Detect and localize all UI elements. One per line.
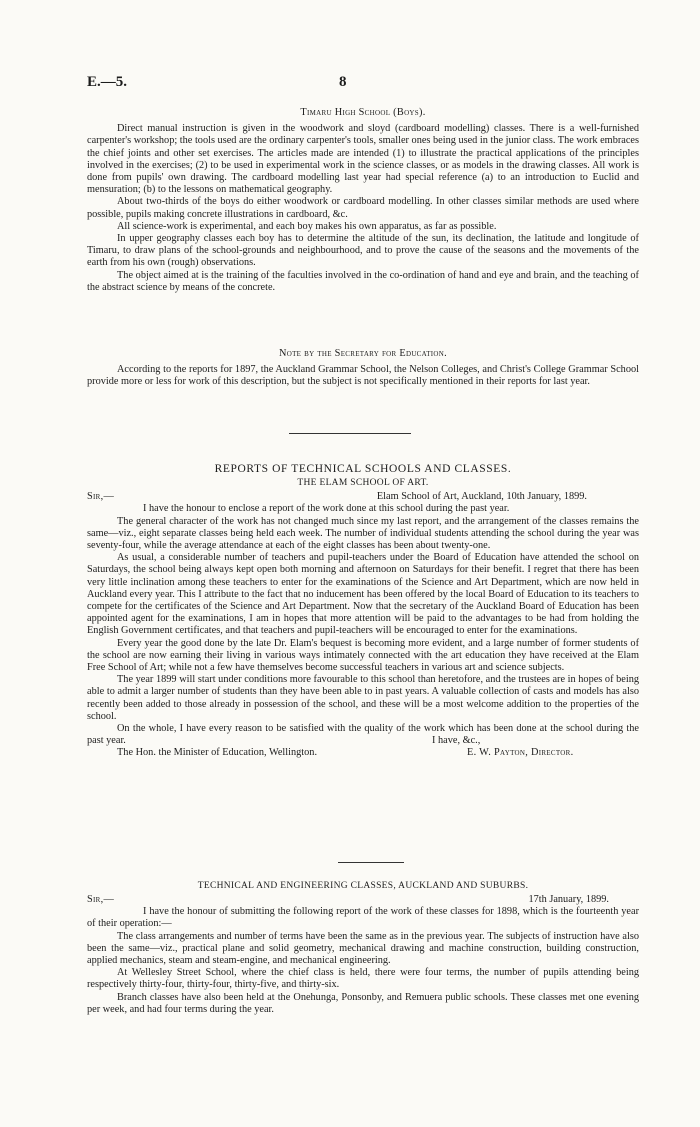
paragraph: On the whole, I have every reason to be satisfied with the quality of the work which has been done at the school during the past year. — [87, 723, 639, 747]
elam-salutation-line — [87, 491, 639, 503]
timaru-section — [87, 107, 639, 294]
paragraph: I have the honour of submitting the following report of the work of these classes for 1898, which is the fourteenth year of their operation:— — [87, 906, 639, 930]
page-number: 8 — [339, 74, 347, 90]
auckland-section — [87, 880, 639, 1016]
paragraph: As usual, a considerable number of teachers and pupil-teachers under the Board of Education have attended the school on Saturdays, the school being always kept open both morning and afternoon on Saturdays for their benefit. I regret that there has been very little inclination among these teachers to enter for the examinations of the Science and Art Department, which are now held in Auckland every year. This I attribute to the fact that no inducement has been offered by the local Board of Education to its teachers to compete for the certificates of the Science and Art Department. Now that the secretary of the Auckland Board of Education has been appointed agent for the examinations, I am in hopes that more attention will be paid to the advantages to be had from holding the English Government certificates, and that teachers and pupil-teachers will be encouraged to enter for the examinations. — [87, 552, 639, 637]
date: 17th January, 1899. — [528, 894, 609, 906]
paragraph: About two-thirds of the boys do either woodwork or cardboard modelling. In other classes similar methods are used where possible, pupils making concrete illustrations in cardboard, &c. — [87, 196, 639, 220]
elam-title: THE ELAM SCHOOL OF ART. — [297, 478, 429, 489]
note-title: Note by the Secretary for Education. — [278, 348, 448, 359]
reports-section — [87, 463, 639, 759]
divider — [338, 862, 404, 863]
section-title: Timaru High School (Boys). — [300, 107, 426, 118]
auckland-title: TECHNICAL AND ENGINEERING CLASSES, AUCKLAND AND SUBURBS. — [197, 881, 529, 891]
secretary-note — [87, 348, 639, 389]
paragraph: The general character of the work has not changed much since my last report, and the arrangement of the classes remains the same—viz., eight separate classes being held each week. The number of individual students attending the school during the year was seventy-four, while the average attendance at each of the eight classes has been about twenty-one. — [87, 515, 639, 552]
elam-closing-line — [87, 735, 639, 747]
salutation: Sir,— — [87, 894, 115, 906]
place-date: Elam School of Art, Auckland, 10th January, 1899. — [376, 491, 587, 503]
document-code: E.—5. — [87, 74, 128, 90]
reports-title: REPORTS OF TECHNICAL SCHOOLS AND CLASSES. — [214, 463, 512, 475]
salutation: Sir,— — [87, 491, 115, 503]
paragraph: Direct manual instruction is given in the woodwork and sloyd (cardboard modelling) classes. There is a well-furnished carpenter's workshop; the tools used are the ordinary carpenter's tools, smaller ones being used in the junior class. The work embraces the chief joints and other set exercises. The articles made are intended (1) to illustrate the practical applications of the principles involved in the exercises; (2) to be used in experimental work in the science classes, or as models in the drawing classes. All work is done from pupils' own drawing. The cardboard modelling last year had special reference (a) to an introduction to Euclid and mensuration; (b) to the lessons on mathematical geography. — [87, 123, 639, 196]
paragraph: All science-work is experimental, and each boy makes his own apparatus, as far as possible. — [117, 220, 497, 232]
paragraph: At Wellesley Street School, where the chief class is held, there were four terms, the number of pupils attending being respectively thirty-four, thirty-four, thirty-five, and thirty-six. — [87, 967, 639, 991]
paragraph: Branch classes have also been held at the Onehunga, Ponsonby, and Remuera public schools. These classes met one evening per week, and had four terms during the year. — [87, 991, 639, 1015]
divider — [289, 433, 411, 434]
paragraph: According to the reports for 1897, the Auckland Grammar School, the Nelson Colleges, and Christ's College Grammar School provide more or less for work of this description, but the subject is not specifically mentioned in their reports for last year. — [87, 364, 639, 388]
closing: I have, &c., — [432, 735, 481, 747]
paragraph: I have the honour to enclose a report of the work done at this school during the past year. — [143, 503, 510, 515]
signature: E. W. Payton, Director. — [467, 747, 574, 759]
addressee: The Hon. the Minister of Education, Wellington. — [117, 747, 318, 759]
paragraph: The year 1899 will start under conditions more favourable to this school than heretofore, and the trustees are in hopes of being able to admit a larger number of students than they have been able to in past years. A valuable collection of casts and models has also recently been added to those already in possession of the school, and these will be a most welcome addition to the properties of the school. — [87, 674, 639, 722]
page-header — [87, 76, 627, 96]
elam-signoff-line — [87, 747, 639, 759]
auckland-salutation-line — [87, 894, 639, 906]
paragraph: Every year the good done by the late Dr. Elam's bequest is becoming more evident, and a large number of former students of the school are now earning their living in various ways intimately connected with the art education they have received at the Elam Free School of Art; while not a few have themselves become successful teachers in various art and science subjects. — [87, 637, 639, 674]
paragraph: The object aimed at is the training of the faculties involved in the co-ordination of hand and eye and brain, and the teaching of the abstract science by means of the concrete. — [87, 269, 639, 293]
paragraph: The class arrangements and number of terms have been the same as in the previous year. The subjects of instruction have also been the same—viz., practical plane and solid geometry, mechanical drawing and machine construction, building construction, applied mechanics, steam and steam-engine, and mechanical engineering. — [87, 930, 639, 967]
paragraph: In upper geography classes each boy has to determine the altitude of the sun, its declination, the latitude and longitude of Timaru, to draw plans of the school-grounds and neighbourhood, and to prove the cause of the seasons and the movements of the earth from his own (rough) observations. — [87, 233, 639, 269]
